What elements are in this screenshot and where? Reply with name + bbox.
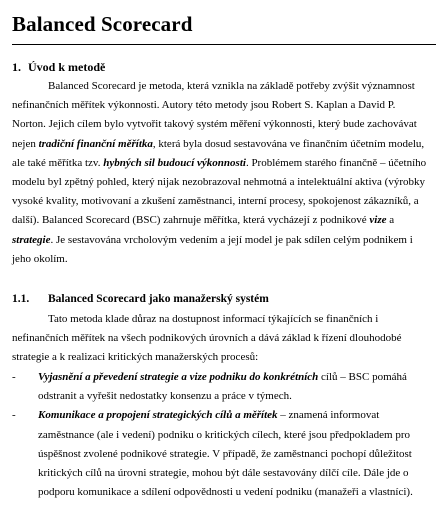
process-list: [12, 368, 434, 502]
paragraph-line: [12, 231, 434, 250]
paragraph-line: vysoké kvality, motivovaní a zkušení zaměstnanci, interní procesy, spokojenost zákazníků, a: [12, 195, 419, 208]
section-number: 1.: [12, 60, 21, 74]
paragraph-line: nefinančních měřítek výkonnosti. Autory této metody jsou Robert S. Kaplan a David P.: [12, 99, 396, 112]
text-run: . Problémem starého finančně – účetního: [245, 156, 427, 169]
document-title: Balanced Scorecard: [12, 12, 193, 36]
section-number: 1.1.: [12, 293, 30, 305]
emphasis-text: strategie: [12, 233, 51, 246]
paragraph-line: modelu byl zpětný pohled, který nijak nezobrazoval nehmotná a intelektuální aktiva (výrobky: [12, 176, 425, 189]
text-run: a: [386, 214, 395, 227]
paragraph-line: Balanced Scorecard je metoda, která vznikla na základě potřeby zvýšit významnost: [48, 80, 415, 92]
section-heading-1: [12, 60, 105, 75]
paragraph-line: kritických cílů na úrovni strategie, mohou být dále sestavovány dílčí cíle. Dále jde o: [38, 467, 409, 480]
emphasis-text: hybných sil budoucí výkonnosti: [103, 156, 246, 169]
paragraph-line: Norton. Jejich cílem bylo vytvořit takový systém měření výkonnosti, který bude zachovávat: [12, 118, 417, 131]
text-run: nejen: [12, 137, 39, 150]
paragraph-line: [38, 368, 434, 387]
paragraph-line: úspěšnost zvolené podnikové strategie. V případě, že zaměstnanci pochopí důležitost: [38, 447, 412, 460]
list-dash: -: [12, 409, 16, 422]
text-run: – znamená informovat: [277, 409, 380, 422]
section-title: Balanced Scorecard jako manažerský systém: [48, 293, 269, 305]
list-item: [12, 406, 434, 502]
paragraph-line: podporu komunikace a sdílení odpovědnosti u vedení podniku (manažeři a vlastníci).: [38, 486, 413, 499]
paragraph-line: nefinančních měřítek na všech podnikových úrovních a dává základ k řízení dlouhodobé: [12, 332, 402, 345]
text-run: cílů – BSC pomáhá: [318, 371, 407, 383]
paragraph-line: zaměstnance (ale i vedení) podniku o kritických cílech, které jsou předpokladem pro: [38, 428, 411, 441]
title-underline: [12, 44, 436, 45]
paragraph-line: [38, 406, 434, 425]
paragraph-line: [12, 154, 434, 173]
list-dash: -: [12, 371, 16, 383]
paragraph-line: [12, 211, 434, 230]
paragraph-line: [12, 135, 434, 154]
text-run: . Je sestavována vrcholovým vedením a její model je pak sdílen celým podnikem i: [50, 233, 413, 246]
paragraph-line: Tato metoda klade důraz na dostupnost informací týkajících se finančních i: [48, 313, 379, 325]
emphasis-text: Vyjasnění a převedení strategie a vize podniku do konkrétních: [38, 371, 319, 383]
text-run: ale také měřítka tzv.: [12, 156, 104, 169]
section-title: Úvod k metodě: [28, 60, 106, 74]
text-run: další). Balanced Scorecard (BSC) zahrnuje měřítka, která vycházejí z podnikové: [12, 214, 370, 227]
intro-paragraph: [12, 77, 434, 269]
system-paragraph: [12, 310, 434, 368]
emphasis-text: tradiční finanční měřítka: [38, 137, 153, 150]
paragraph-line: strategie a k realizaci kritických manažerských procesů:: [12, 351, 259, 364]
emphasis-text: Komunikace a propojení strategických cílů a měřítek: [38, 409, 278, 422]
paragraph-line: jeho okolím.: [12, 252, 68, 265]
emphasis-text: vize: [369, 214, 387, 227]
section-heading-1-1: [12, 293, 269, 305]
text-run: , která byla dosud sestavována ve finančním účetním modelu,: [152, 137, 425, 150]
list-item: [12, 368, 434, 406]
paragraph-line: odstranit a vyřešit nedostatky konsenzu a práce v týmech.: [38, 390, 292, 403]
